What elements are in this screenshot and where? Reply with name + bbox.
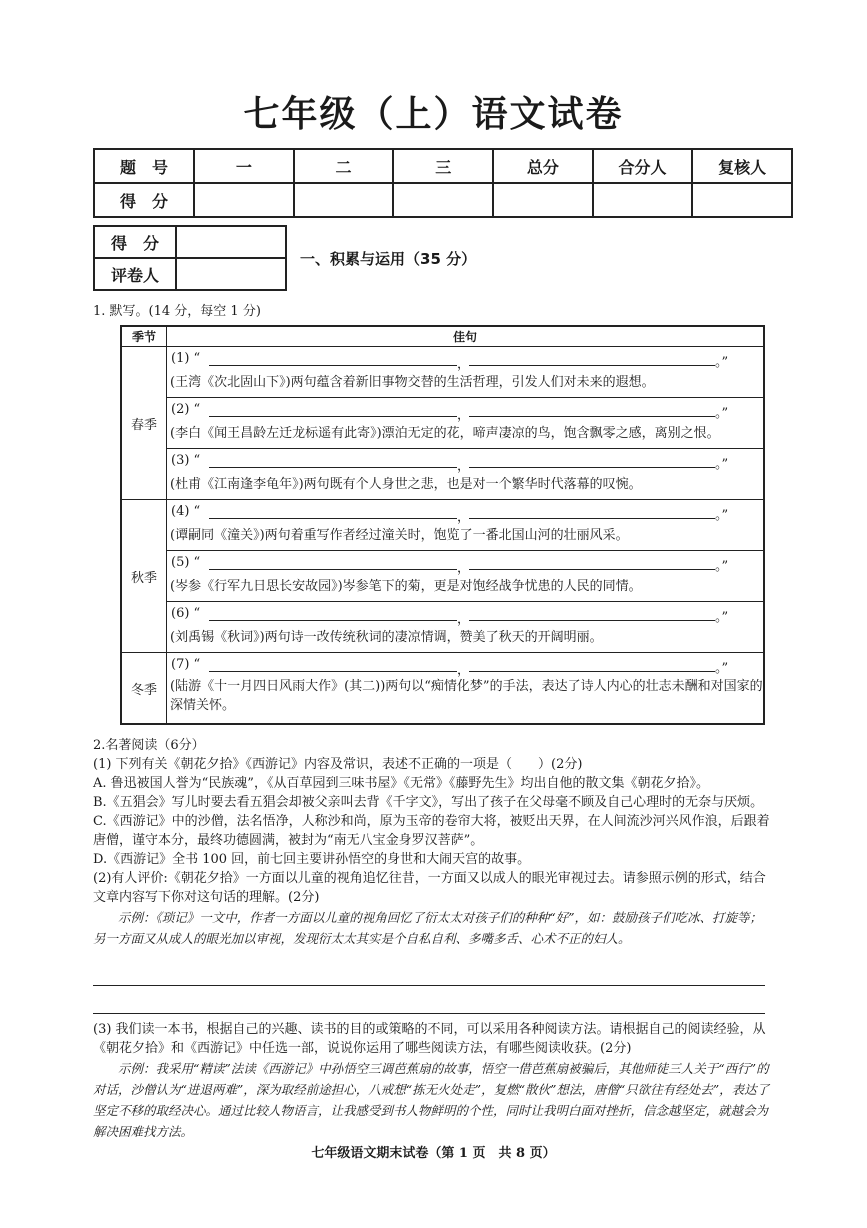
score-table — [93, 148, 793, 218]
poem-item — [167, 449, 763, 499]
blank-line[interactable] — [209, 518, 457, 519]
item-note: (刘禹锡《秋词》)两句诗一改传统秋词的凄凉情调，赞美了秋天的开阔明丽。 — [170, 630, 603, 645]
blank-line[interactable] — [469, 671, 715, 672]
item-number: (7) “ — [171, 657, 201, 672]
score-table-score-row — [94, 183, 792, 217]
blank-line[interactable] — [209, 569, 457, 570]
item-note: (王湾《次北固山下》)两句蕴含着新旧事物交替的生活哲理，引发人们对未来的遐想。 — [170, 375, 655, 390]
score-header-cell: 合分人 — [593, 149, 693, 183]
poem-item — [167, 347, 763, 398]
score-row-label: 得 分 — [94, 183, 194, 217]
poem-table — [120, 325, 765, 725]
blank-line[interactable] — [209, 416, 457, 417]
blank-line[interactable] — [469, 416, 715, 417]
comma: ， — [457, 459, 471, 474]
example-3: 示例：我采用“精读”法读《西游记》中孙悟空三调芭蕉扇的故事，悟空一借芭蕉扇被骗后，其他师徒三人关于“西行”的对话，沙僧认为“进退两难”，深为取经前途担心，八戒想“拣无火处走”，复燃“散伙”想法，唐僧“只欲往有经处去”，表达了坚定不移的取经决心。通过比较人物语言，让我感受到书人物鲜明的个性，同时让我明白面对挫折，信念越坚定，就越会为解决困难找方法。 — [93, 1061, 770, 1139]
comma: ， — [457, 663, 471, 678]
page-footer: 七年级语文期末试卷（第 1 页 共 8 页） — [311, 1146, 556, 1161]
end-mark: 。” — [715, 610, 729, 625]
item-note: (谭嗣同《潼关》)两句着重写作者经过潼关时，饱览了一番北国山河的壮丽风采。 — [170, 528, 629, 543]
score-input-cell[interactable] — [493, 183, 593, 217]
end-mark: 。” — [715, 457, 729, 472]
answer-line[interactable] — [93, 985, 765, 986]
score-header-cell: 二 — [294, 149, 394, 183]
poem-item — [167, 551, 763, 602]
comma: ， — [457, 510, 471, 525]
blank-line[interactable] — [469, 365, 715, 366]
item-number: (1) “ — [171, 351, 201, 366]
score-input-cell[interactable] — [194, 183, 294, 217]
end-mark: 。” — [715, 661, 729, 676]
score-header-cell: 三 — [393, 149, 493, 183]
item-note: (杜甫《江南逢李龟年》)两句既有个人身世之悲，也是对一个繁华时代落幕的叹惋。 — [170, 477, 642, 492]
blank-line[interactable] — [209, 467, 457, 468]
col-season-header: 季节 — [121, 326, 167, 347]
score-table-header-row — [94, 149, 792, 183]
blank-line[interactable] — [469, 569, 715, 570]
grader-name-cell[interactable] — [176, 258, 286, 290]
answer-line[interactable] — [93, 1013, 765, 1014]
end-mark: 。” — [715, 406, 729, 421]
blank-line[interactable] — [209, 365, 457, 366]
poem-item — [167, 398, 763, 449]
section-title: 一、积累与运用（35 分） — [300, 250, 477, 268]
question-2-title: 2.名著阅读（6分） — [93, 738, 205, 753]
season-spring: 春季 — [121, 347, 167, 500]
end-mark: 。” — [715, 508, 729, 523]
comma: ， — [457, 612, 471, 627]
season-autumn: 秋季 — [121, 500, 167, 653]
question-2-part3 — [93, 1020, 773, 1142]
score-header-cell: 题 号 — [94, 149, 194, 183]
example-2: 示例：《琐记》一文中，作者一方面以儿童的视角回忆了衍太太对孩子们的种种“好”，如：鼓励孩子们吃冰、打旋等；另一方面又从成人的眼光加以审视，发现衍太太其实是个自私自利、多嘴多舌、心术不正的妇人。 — [93, 910, 763, 946]
blank-line[interactable] — [469, 620, 715, 621]
comma: ， — [457, 357, 471, 372]
item-note: (李白《闻王昌龄左迁龙标遥有此寄》)漂泊无定的花，啼声凄凉的鸟，饱含飘零之感，离别之恨。 — [170, 426, 720, 441]
question-2-sub3: (3) 我们读一本书，根据自己的兴趣、读书的目的或策略的不同，可以采用各种阅读方法。请根据自己的阅读经验，从《朝花夕拾》和《西游记》中任选一部，说说你运用了哪些阅读方法，有哪些阅读收获。(2分) — [93, 1022, 766, 1056]
score-input-cell[interactable] — [593, 183, 693, 217]
item-number: (5) “ — [171, 555, 201, 570]
item-number: (2) “ — [171, 402, 201, 417]
item-note: (陆游《十一月四日风雨大作》(其二))两句以“痴情化梦”的手法，表达了诗人内心的壮志未酬和对国家的深情关怀。 — [170, 679, 763, 713]
option-b: B.《五猖会》写儿时要去看五猖会却被父亲叫去背《千字文》，写出了孩子在父母毫不顾及自己心理时的无奈与厌烦。 — [93, 795, 764, 810]
item-note: (岑参《行军九日思长安故园》)岑参笔下的菊，更是对饱经战争忧患的人民的同情。 — [170, 579, 642, 594]
grader-name-label: 评卷人 — [94, 258, 176, 290]
item-number: (6) “ — [171, 606, 201, 621]
page-title: 七年级（上）语文试卷 — [243, 94, 624, 135]
grader-box — [93, 225, 287, 291]
grader-score-cell[interactable] — [176, 226, 286, 258]
option-a: A. 鲁迅被国人誉为“民族魂”，《从百草园到三味书屋》《无常》《藤野先生》均出自他的散文集《朝花夕拾》。 — [93, 776, 709, 791]
question-1-title: 1. 默写。(14 分，每空 1 分) — [93, 304, 261, 319]
blank-line[interactable] — [469, 518, 715, 519]
blank-line[interactable] — [209, 620, 457, 621]
poem-item — [167, 653, 763, 723]
option-c: C.《西游记》中的沙僧，法名悟净，人称沙和尚，原为玉帝的卷帘大将，被贬出天界，在人间流沙河兴风作浪，后跟着唐僧，谨守本分，最终功德圆满，被封为“南无八宝金身罗汉菩萨”。 — [93, 814, 770, 848]
col-lines-header: 佳句 — [167, 326, 765, 347]
item-number: (4) “ — [171, 504, 201, 519]
end-mark: 。” — [715, 355, 729, 370]
question-2-sub2: (2)有人评价:《朝花夕拾》一方面以儿童的视角追忆往昔，一方面又以成人的眼光审视过去。请参照示例的形式，结合文章内容写下你对这句话的理解。(2分) — [93, 871, 766, 905]
poem-item — [167, 500, 763, 551]
score-input-cell[interactable] — [393, 183, 493, 217]
question-2-sub1: (1) 下列有关《朝花夕拾》《西游记》内容及常识，表述不正确的一项是（ ）(2分) — [93, 757, 583, 772]
comma: ， — [457, 408, 471, 423]
end-mark: 。” — [715, 559, 729, 574]
score-header-cell: 一 — [194, 149, 294, 183]
item-number: (3) “ — [171, 453, 201, 468]
score-input-cell[interactable] — [692, 183, 792, 217]
comma: ， — [457, 561, 471, 576]
poem-item — [167, 602, 763, 652]
score-input-cell[interactable] — [294, 183, 394, 217]
option-d: D.《西游记》全书 100 回，前七回主要讲孙悟空的身世和大闹天宫的故事。 — [93, 852, 531, 867]
score-header-cell: 总分 — [493, 149, 593, 183]
grader-score-label: 得 分 — [94, 226, 176, 258]
question-2-block — [93, 736, 773, 949]
score-header-cell: 复核人 — [692, 149, 792, 183]
season-winter: 冬季 — [121, 653, 167, 725]
blank-line[interactable] — [209, 671, 457, 672]
blank-line[interactable] — [469, 467, 715, 468]
